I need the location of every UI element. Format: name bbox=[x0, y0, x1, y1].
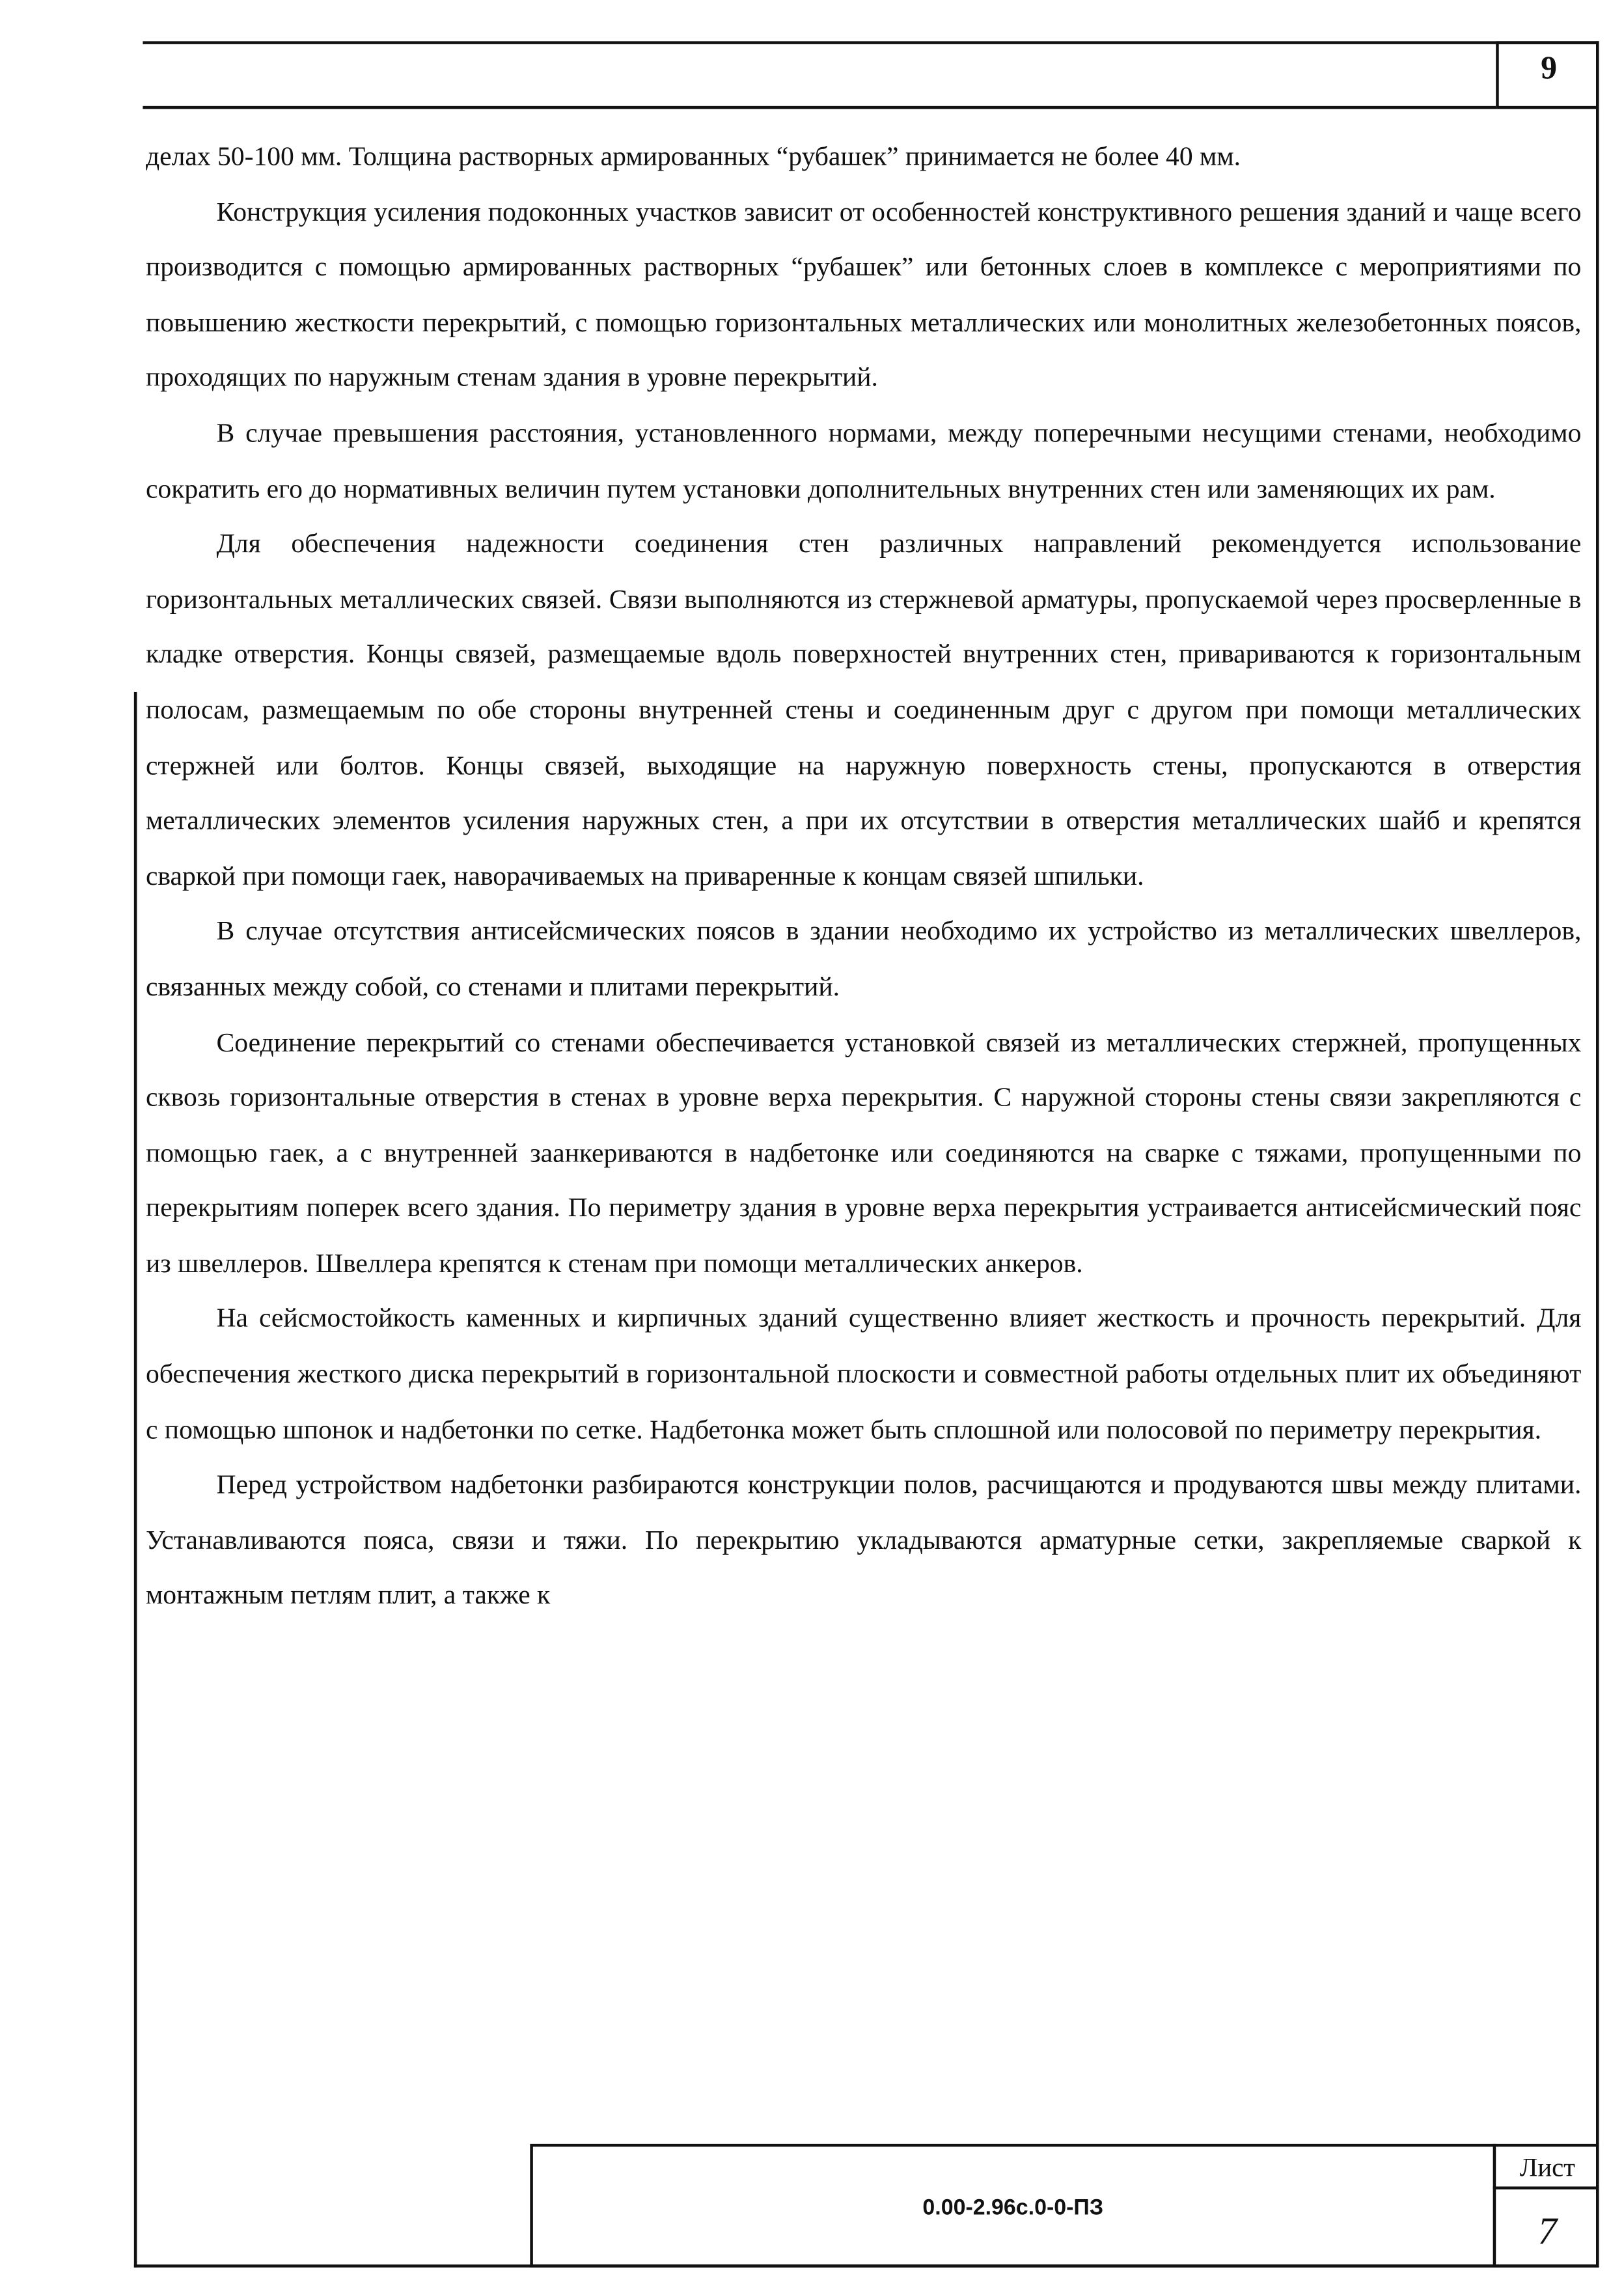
paragraph: Соединение перекрытий со стенами обеспечивается установкой связей из металлических стержней, пропущенных сквозь горизонтальные отверстия в стенах в уровне верха перекрытия. С наружной стороны стены связи закрепляются с помощью гаек, а с внутренней заанкериваются в надбетонке или соединяются на сварке с тяжами, пропущенными по перекрытиям поперек всего здания. По периметру здания в уровне верха перекрытия устраивается антисейсмический пояс из швеллеров. Швеллера крепятся к стенам при помощи металлических анкеров. bbox=[145, 1027, 1582, 1278]
document-code: 0.00-2.96с.0-0-ПЗ bbox=[922, 2194, 1104, 2220]
paragraph: Перед устройством надбетонки разбираются конструкции полов, расчищаются и продуваются швы между плитами. Устанавливаются пояса, связи и тяжи. По перекрытию укладываются арматурные сетки, закрепляемые сваркой к монтажным петлям плит, а также к bbox=[145, 1469, 1582, 1610]
title-block-sheet-number: 7 bbox=[1537, 2210, 1558, 2253]
paragraph: В случае превышения расстояния, установленного нормами, между поперечными несущими стенами, необходимо сократить его до нормативных величин путем установки дополнительных внутренних стен или заменяющих их рам. bbox=[145, 418, 1582, 503]
paragraph: В случае отсутствия антисейсмических поясов в здании необходимо их устройство из металлических швеллеров, связанных между собой, со стенами и плитами перекрытий. bbox=[145, 916, 1582, 1001]
paragraph: Конструкция усиления подоконных участков зависит от особенностей конструктивного решения зданий и чаще всего производится с помощью армированных растворных “рубашек” или бетонных слоев в комплексе с мероприятиями по повышению жесткости перекрытий, с помощью горизонтальных металлических или монолитных железобетонных поясов, проходящих по наружным стенам здания в уровне перекрытий. bbox=[145, 197, 1582, 393]
paragraph: делах 50-100 мм. Толщина растворных армированных “рубашек” принимается не более 40 мм. bbox=[145, 141, 1241, 171]
frame-top-line bbox=[143, 41, 1599, 44]
sheet-number: 9 bbox=[1541, 48, 1558, 86]
sheet-label: Лист bbox=[1519, 2152, 1575, 2182]
paragraph: Для обеспечения надежности соединения стен различных направлений рекомендуется использование горизонтальных металлических связей. Связи выполняются из стержневой арматуры, пропускаемой через просверленные в кладке отверстия. Концы связей, размещаемые вдоль поверхностей внутренних стен, привариваются к горизонтальным полосам, размещаемым по обе стороны внутренней стены и соединенным друг с другом при помощи металлических стержней или болтов. Концы связей, выходящие на наружную поверхность стены, пропускаются в отверстия металлических элементов усиления наружных стен, а при их отсутствии в отверстия металлических шайб и крепятся сваркой при помощи гаек, наворачиваемых на приваренные к концам связей шпильки. bbox=[145, 529, 1582, 891]
frame-header-line bbox=[143, 106, 1496, 109]
body-text bbox=[146, 130, 1581, 1624]
paragraph: На сейсмостойкость каменных и кирпичных зданий существенно влияет жесткость и прочность перекрытий. Для обеспечения жесткого диска перекрытий в горизонтальной плоскости и совместной работы отдельных плит их объединяют с помощью шпонок и надбетонки по сетке. Надбетонка может быть сплошной или полосовой по периметру перекрытия. bbox=[145, 1303, 1582, 1444]
frame-left-line bbox=[134, 692, 137, 2268]
frame-right-line bbox=[1596, 41, 1599, 2268]
